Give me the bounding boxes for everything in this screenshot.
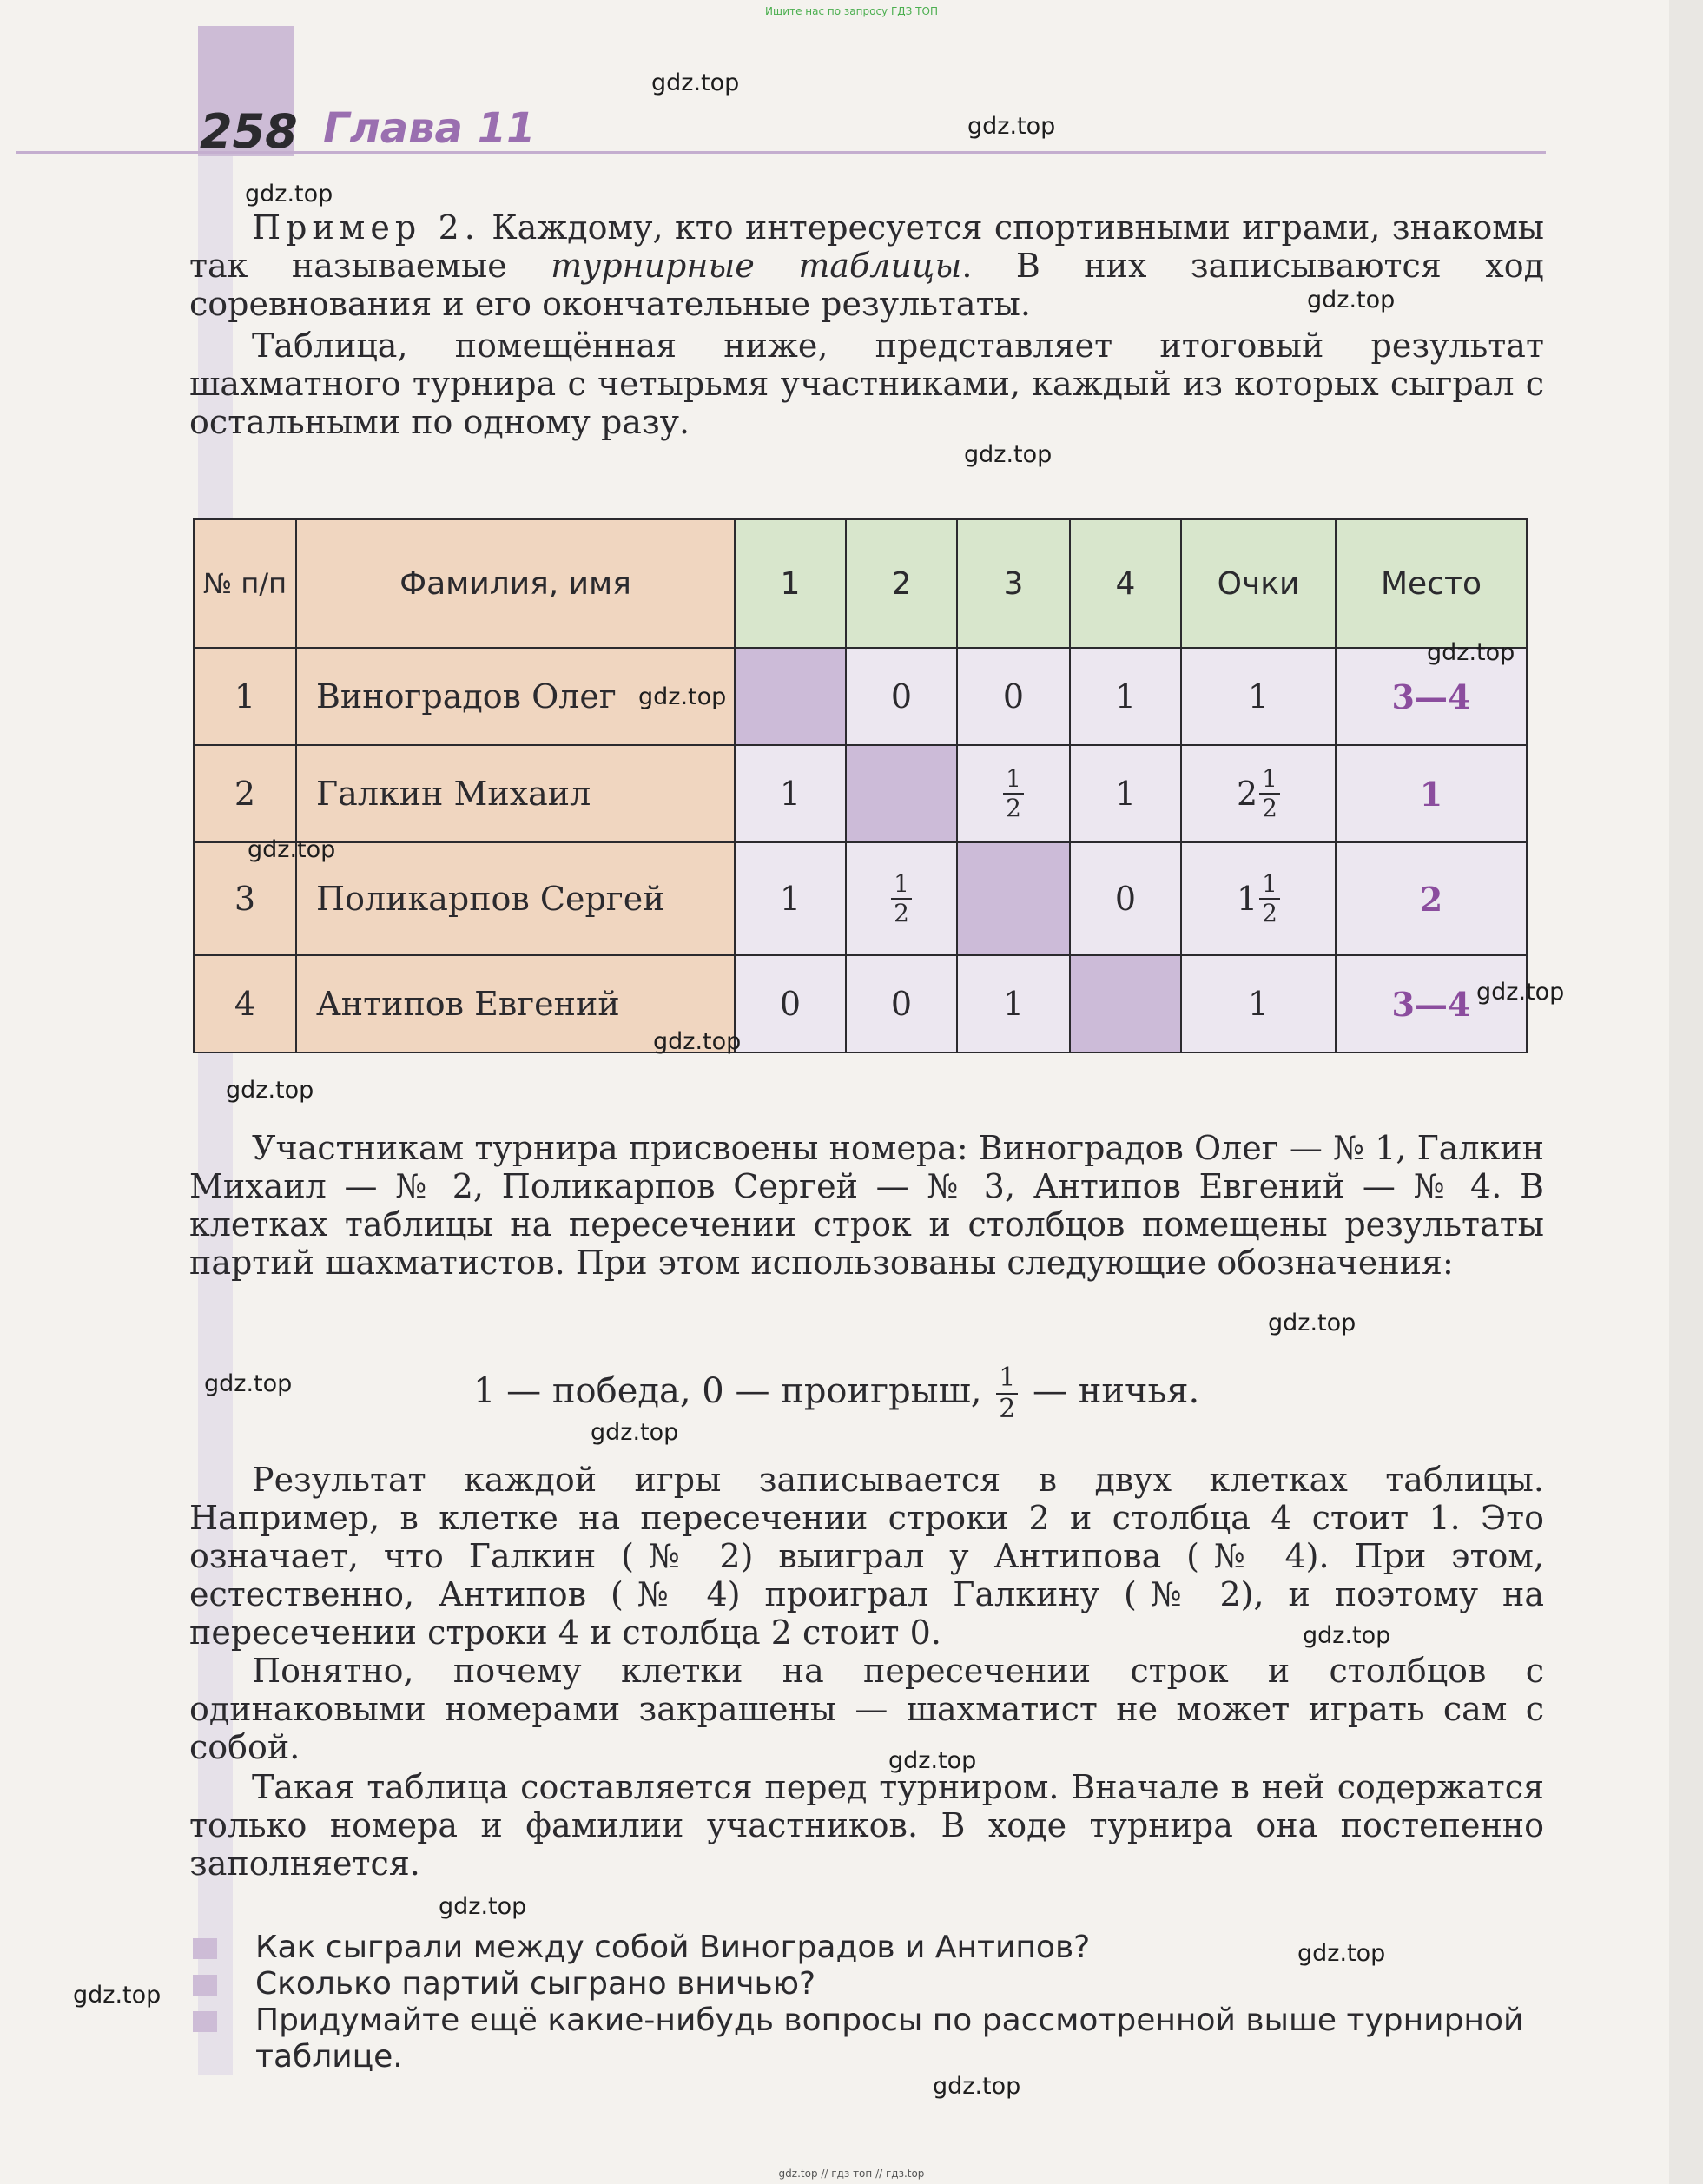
watermark: gdz.top (248, 836, 336, 863)
diagonal-cell (735, 648, 846, 745)
paragraph-5: Понятно, почему клетки на пересечении строк и столбцов с одинаковыми номерами закрашены — шахматист не может играть сам с собой. (189, 1652, 1544, 1766)
paragraph-6: Такая таблица составляется перед турниром. Вначале в ней содержатся только номера и фамилии участников. В ходе турнира она постепенно заполняется. (189, 1768, 1544, 1883)
fraction: $\frac{1}{2}$ (1259, 765, 1280, 822)
watermark: gdz.top (967, 113, 1056, 140)
fraction: $\frac{1}{2}$ (1259, 870, 1280, 927)
watermark: gdz.top (888, 1747, 977, 1774)
square-bullet-icon (193, 1938, 217, 1959)
header-place: Место (1336, 519, 1527, 648)
header-num: № п/п (194, 519, 296, 648)
bottom-banner: gdz.top // гдз топ // гдз.top (778, 2168, 925, 2180)
square-bullet-icon (193, 1975, 217, 1996)
watermark: gdz.top (439, 1893, 527, 1920)
header-col-4: 4 (1070, 519, 1181, 648)
diagonal-cell (846, 745, 957, 842)
page-edge (1669, 0, 1703, 2184)
watermark: gdz.top (204, 1370, 293, 1397)
diagonal-cell (957, 842, 1070, 955)
tournament-table (193, 518, 1528, 1053)
watermark: gdz.top (638, 683, 727, 710)
chapter-title: Глава 11 (323, 104, 536, 153)
paragraph-2: Таблица, помещённая ниже, представляет итоговый результат шахматного турнира с четырьмя участниками, каждый из которых сыграл с остальными по одному разу. (189, 327, 1544, 441)
fraction: $\frac{1}{2}$ (1003, 765, 1024, 822)
question-item: Придумайте ещё какие-нибудь вопросы по рассмотренной выше турнирной таблице. (191, 2003, 1546, 2075)
header-points: Очки (1181, 519, 1336, 648)
header-col-2: 2 (846, 519, 957, 648)
watermark: gdz.top (1268, 1310, 1356, 1336)
header-name: Фамилия, имя (296, 519, 735, 648)
example-label: Пример 2. (252, 208, 480, 247)
watermark: gdz.top (1427, 639, 1515, 666)
watermark: gdz.top (964, 441, 1053, 468)
paragraph-3: Участникам турнира присвоены номера: Виноградов Олег — № 1, Галкин Михаил — № 2, Поликарпов Сергей — № 3, Антипов Евгений — № 4. В клетках таблицы на пересечении строк и столбцов помещены результаты партий шахматистов. При этом использованы следующие обозначения: (189, 1129, 1544, 1282)
question-item: Сколько партий сыграно вничью? (191, 1966, 1546, 2003)
watermark: gdz.top (1303, 1622, 1391, 1649)
watermark: gdz.top (245, 181, 333, 208)
watermark: gdz.top (226, 1077, 314, 1104)
diagonal-cell (1070, 955, 1181, 1052)
watermark: gdz.top (1476, 979, 1565, 1006)
notation-formula: 1 — победа, 0 — проигрыш, $\frac{1}{2}$ — ничья. (473, 1363, 1200, 1424)
table-row: 3 Поликарпов Сергей 1 $\frac{1}{2}$ 0 1 $\frac{1}{2}$ 2 (194, 842, 1527, 955)
square-bullet-icon (193, 2011, 217, 2032)
fraction: $\frac{1}{2}$ (891, 870, 912, 927)
watermark: gdz.top (1297, 1940, 1386, 1967)
page-number: 258 (200, 104, 298, 159)
fraction: $\frac{1}{2}$ (996, 1363, 1018, 1424)
paragraph-4: Результат каждой игры записывается в двух клетках таблицы. Например, в клетке на пересечении строки 2 и столбца 4 стоит 1. Это означает, что Галкин (№ 2) выиграл у Антипова (№ 4). При этом, естественно, Антипов (№ 4) проиграл Галкину (№ 2), и поэтому на пересечении строки 4 и столбца 2 стоит 0. (189, 1461, 1544, 1652)
table-row: 1 Виноградов Олег 0 0 1 1 3—4 (194, 648, 1527, 745)
watermark: gdz.top (1307, 287, 1396, 313)
watermark: gdz.top (73, 1982, 162, 2009)
watermark: gdz.top (591, 1419, 679, 1446)
top-banner: Ищите нас по запросу ГДЗ ТОП (765, 5, 938, 17)
table-row: 2 Галкин Михаил 1 $\frac{1}{2}$ 1 2 $\frac{1}{2}$ 1 (194, 745, 1527, 842)
paragraph-1: Пример 2. Каждому, кто интересуется спортивными играми, знакомы так называемые турнирные таблицы. В них записываются ход соревнования и его окончательные результаты. (189, 208, 1544, 323)
header-col-1: 1 (735, 519, 846, 648)
table-header-row (194, 519, 1527, 648)
table-row: 4 Антипов Евгений 0 0 1 1 3—4 (194, 955, 1527, 1052)
header-col-3: 3 (957, 519, 1070, 648)
question-item: Как сыграли между собой Виноградов и Антипов? (191, 1930, 1546, 1966)
watermark: gdz.top (653, 1028, 742, 1055)
watermark: gdz.top (651, 69, 740, 96)
term-italic: турнирные таблицы (551, 247, 962, 285)
watermark: gdz.top (933, 2073, 1021, 2100)
